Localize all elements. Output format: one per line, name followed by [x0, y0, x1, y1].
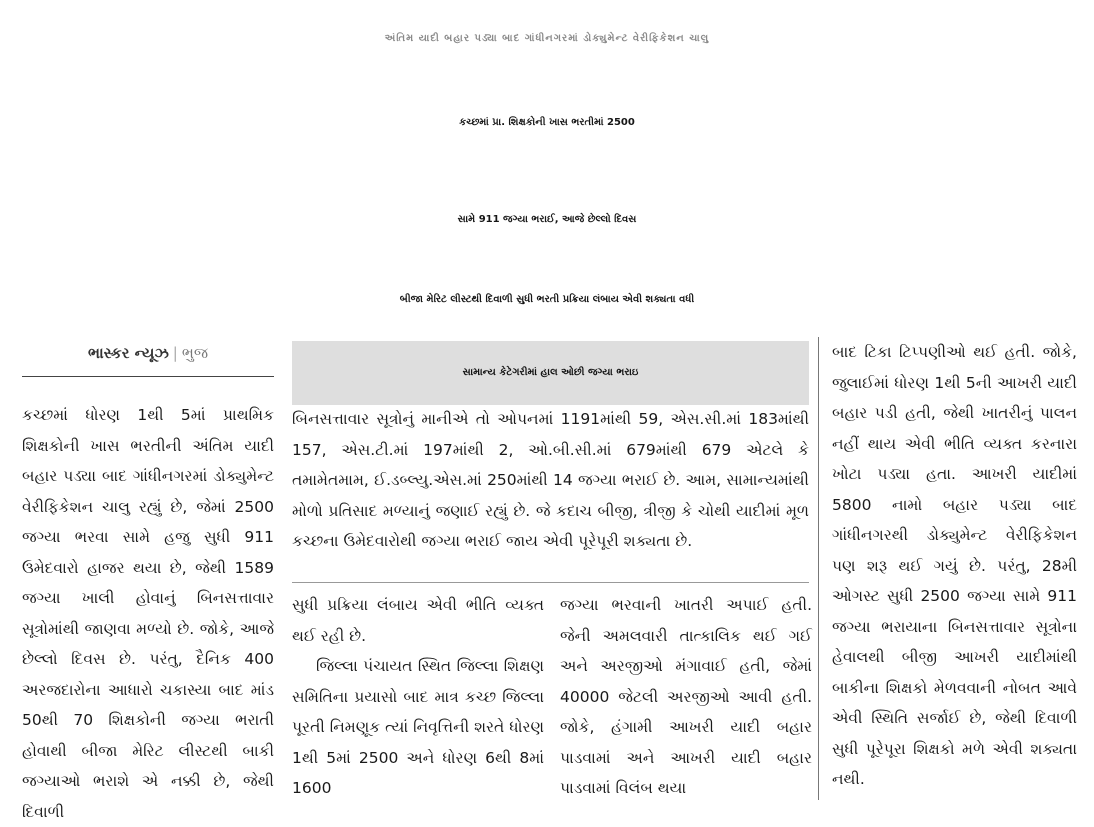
article-paragraph: જગ્યા ભરવાની ખાતરી અપાઈ હતી. જેની અમલવારી તાત્કાલિક થઈ ગઈ અને અરજીઓ મંગાવાઈ હતી, જેમાં 40000 જેટલી અરજીઓ આવી હતી. જોકે, હંગામી આખરી યાદી બહાર પાડવામાં અને આખરી યાદી બહાર પાડવામાં વિલંબ થયા: [560, 596, 812, 797]
column-divider: [818, 337, 819, 800]
main-headline-line-1: કચ્છમાં પ્રા. શિક્ષકોની ખાસ ભરતીમાં 2500: [459, 117, 635, 128]
box-heading: સામાન્ય કેટેગરીમાં હાલ ઓછી જગ્યા ભરાઇ: [292, 341, 809, 405]
article-box-text: [292, 404, 809, 574]
byline-underline: [22, 376, 274, 377]
sub-headline: બીજા મેરિટ લીસ્ટથી દિવાળી સુધી ભરતી પ્રક્રિયા લંબાય એવી શક્યતા વધી: [399, 294, 695, 305]
byline-separator: |: [172, 344, 178, 362]
article-column-3: [292, 590, 544, 800]
article-paragraph: બિનસત્તાવાર સૂત્રોનું માનીએ તો ઓપનમાં 1191માંથી 59, એસ.સી.માં 183માંથી 157, એસ.ટી.માં 197માંથી 2, ઓ.બી.સી.માં 679માંથી 679 એટલે કે તમામેતમામ, ઈ.ડબ્લ્યુ.એસ.માં 250માંથી 14 જગ્યા ભરાઈ છે. આમ, સામાન્યમાંથી મોળો પ્રતિસાદ મળ્યાનું જણાઈ રહ્યું છે. જે કદાચ બીજી, ત્રીજી કે ચોથી યાદીમાં મૂળ કચ્છના ઉમેદવારોથી જગ્યા ભરાઈ જાય એવી પૂરેપૂરી શક્યતા છે.: [292, 410, 809, 550]
byline: [88, 344, 208, 362]
section-divider: [292, 582, 809, 583]
article-paragraph: જિલ્લા પંચાયત સ્થિત જિલ્લા શિક્ષણ સમિતિના પ્રયાસો બાદ માત્ર કચ્છ જિલ્લા પૂરતી નિમણૂક ત્યાં નિવૃત્તિની શરતે ધોરણ 1થી 5માં 2500 અને ધોરણ 6થી 8માં 1600: [292, 657, 544, 797]
article-column-1: [22, 400, 274, 821]
article-column-4: [560, 590, 812, 800]
kicker-headline: અંતિમ યાદી બહાર પડ્યા બાદ ગાંધીનગરમાં ડોક્યુમેન્ટ વેરીફિકેશન ચાલુ: [384, 33, 710, 44]
article-paragraph: બાદ ટિકા ટિપ્પણીઓ થઈ હતી. જોકે, જુલાઈમાં ધોરણ 1થી 5ની આખરી યાદી બહાર પડી હતી, જેથી ખાતરીનું પાલન નહીં થાય એવી ભીતિ વ્યક્ત કરનારા ખોટા પડ્યા હતા. આખરી યાદીમાં 5800 નામો બહાર પડ્યા બાદ ગાંધીનગરથી ડોક્યુમેન્ટ વેરીફિકેશન પણ શરૂ થઈ ગયું છે. પરંતુ, 28મી ઓગસ્ટ સુધી 2500 જગ્યા સામે 911 જગ્યા ભરાયાના બિનસત્તાવાર સૂત્રોના હેવાલથી બીજી આખરી યાદીમાંથી બાકીના શિક્ષકો મેળવવાની નોબત આવે એવી સ્થિતિ સર્જાઈ છે, જેથી દિવાળી સુધી પૂરેપૂરા શિક્ષકો મળે એવી શક્યતા નથી.: [832, 343, 1077, 788]
byline-agency: ભાસ્કર ન્યૂઝ: [88, 344, 169, 362]
main-headline-line-2: સામે 911 જગ્યા ભરાઈ, આજે છેલ્લો દિવસ: [457, 214, 637, 225]
byline-place: ભુજ: [181, 344, 209, 362]
article-paragraph: સુધી પ્રક્રિયા લંબાય એવી ભીતિ વ્યક્ત થઈ રહી છે.: [292, 596, 544, 645]
article-column-5: [832, 337, 1077, 800]
article-paragraph: કચ્છમાં ધોરણ 1થી 5માં પ્રાથમિક શિક્ષકોની ખાસ ભરતીની અંતિમ યાદી બહાર પડ્યા બાદ ગાંધીનગરમાં ડોક્યુમેન્ટ વેરીફિકેશન ચાલુ રહ્યું છે, જેમાં 2500 જગ્યા ભરવા સામે હજુ સુધી 911 ઉમેદવારો હાજર થયા છે, જેથી 1589 જગ્યા ખાલી હોવાનું બિનસત્તાવાર સૂત્રોમાંથી જાણવા મળ્યો છે. જોકે, આજે છેલ્લો દિવસ છે. પરંતુ, દૈનિક 400 અરજદારોના આધારો ચકાસ્યા બાદ માંડ 50થી 70 શિક્ષકોની જગ્યા ભરાતી હોવાથી બીજા મેરિટ લીસ્ટથી બાકી જગ્યાઓ ભરાશે એ નક્કી છે, જેથી દિવાળી: [22, 406, 274, 821]
